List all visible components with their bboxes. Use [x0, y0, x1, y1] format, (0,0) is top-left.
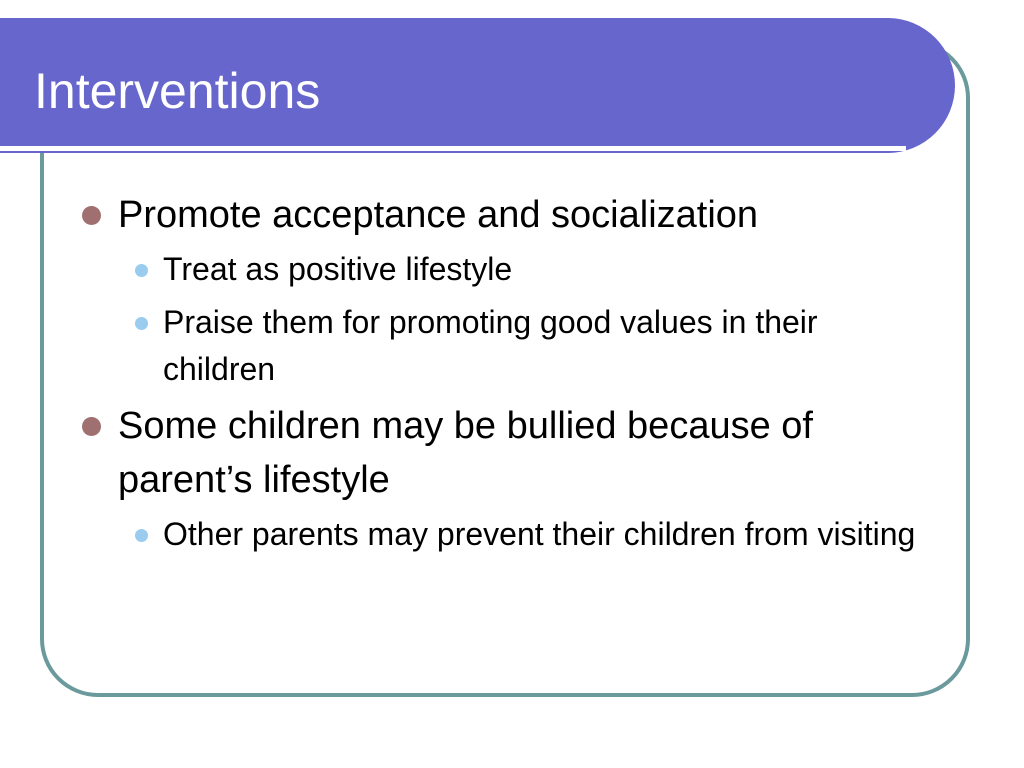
sub-bullet-text: Treat as positive lifestyle	[163, 251, 513, 287]
sub-bullet-item	[118, 246, 920, 293]
title-bar	[0, 18, 955, 153]
title-underline	[0, 146, 906, 151]
bullet-item	[80, 188, 920, 393]
bullet-text: Promote acceptance and socialization	[118, 194, 759, 236]
bullet-dot-icon	[82, 206, 101, 225]
sub-bullet-dot-icon	[135, 529, 148, 542]
slide-title: Interventions	[34, 63, 321, 119]
bullet-item	[80, 399, 920, 558]
bullet-dot-icon	[82, 417, 101, 436]
sub-bullet-text: Praise them for promoting good values in their children	[163, 304, 818, 387]
sub-bullet-item	[118, 511, 920, 558]
sub-bullet-text: Other parents may prevent their children from visiting	[163, 516, 916, 552]
sub-bullet-dot-icon	[135, 264, 148, 277]
bullet-text: Some children may be bullied because of parent’s lifestyle	[118, 405, 813, 501]
sub-bullet-list	[118, 246, 920, 393]
sub-bullet-dot-icon	[135, 317, 148, 330]
sub-bullet-list	[118, 511, 920, 558]
sub-bullet-item	[118, 299, 920, 393]
bullet-list	[80, 188, 920, 564]
